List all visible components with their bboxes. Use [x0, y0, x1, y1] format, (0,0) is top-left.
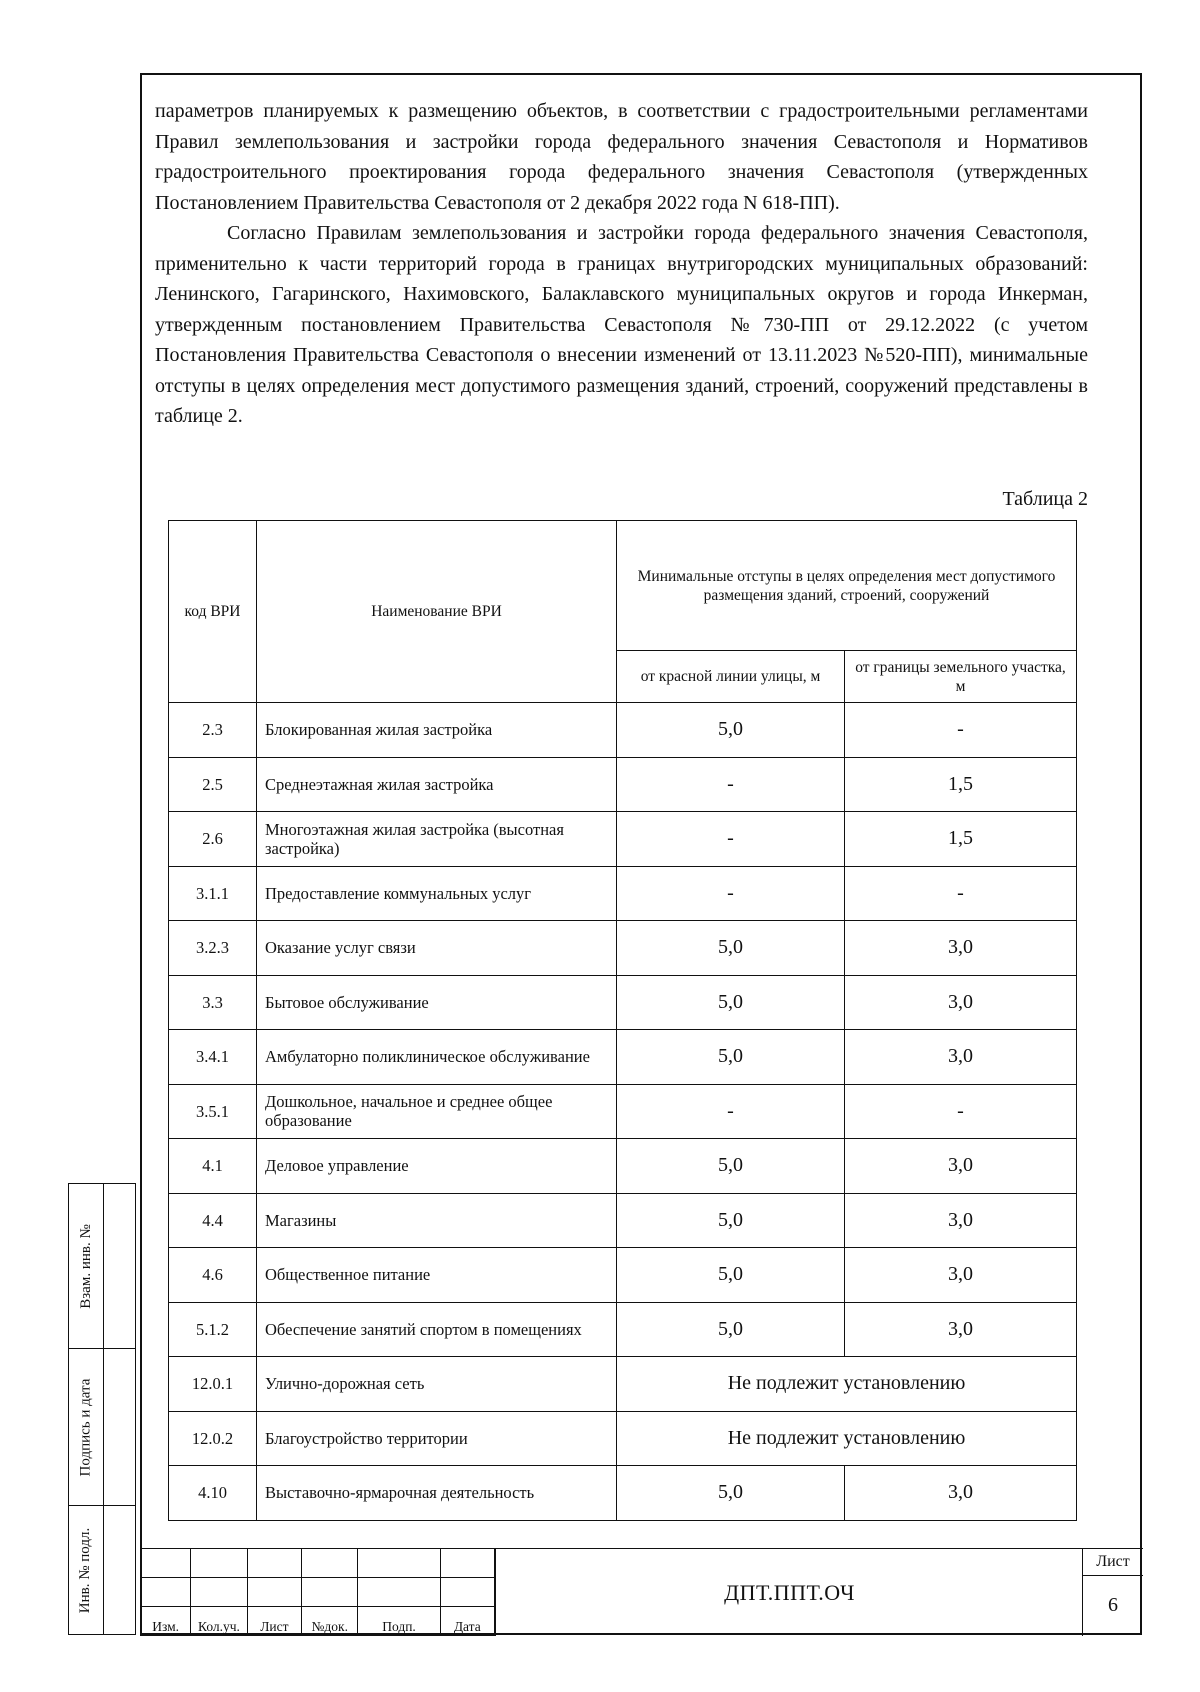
- cell-name: Улично-дорожная сеть: [257, 1357, 617, 1412]
- cell-red-line: 5,0: [617, 975, 845, 1030]
- cell-merged: Не подлежит установлению: [617, 1411, 1077, 1466]
- cell-name: Бытовое обслуживание: [257, 975, 617, 1030]
- cell-code: 2.6: [169, 812, 257, 867]
- cell-name: Благоустройство территории: [257, 1411, 617, 1466]
- table-row: [169, 1193, 1077, 1248]
- table-row: [169, 921, 1077, 976]
- cell-name: Обеспечение занятий спортом в помещениях: [257, 1302, 617, 1357]
- table-row: [169, 703, 1077, 758]
- setbacks-table: [168, 520, 1077, 1521]
- stamp-inv-value: [104, 1506, 136, 1635]
- cell-name: Выставочно-ярмарочная деятельность: [257, 1466, 617, 1521]
- table-header-row: [169, 521, 1077, 651]
- cell-code: 4.6: [169, 1248, 257, 1303]
- header-group: Минимальные отступы в целях определения мест допустимого размещения зданий, строений, сооружений: [617, 521, 1077, 651]
- title-block: [140, 1548, 1142, 1635]
- cell-name: Оказание услуг связи: [257, 921, 617, 976]
- table-caption: Таблица 2: [1002, 488, 1088, 510]
- cell-name: Амбулаторно поликлиническое обслуживание: [257, 1030, 617, 1085]
- table-row: [169, 1466, 1077, 1521]
- cell-name: Многоэтажная жилая застройка (высотная застройка): [257, 812, 617, 867]
- cell-code: 4.10: [169, 1466, 257, 1521]
- cell-code: 3.1.1: [169, 866, 257, 921]
- cell-red-line: 5,0: [617, 703, 845, 758]
- sheet-label: Лист: [1083, 1549, 1143, 1576]
- label-ndok: №док.: [302, 1607, 358, 1636]
- cell-boundary: 1,5: [845, 757, 1077, 812]
- stamp-podpis-value: [104, 1349, 136, 1506]
- cell-red-line: 5,0: [617, 1193, 845, 1248]
- sheet-number: 6: [1108, 1594, 1118, 1616]
- cell-code: 3.5.1: [169, 1084, 257, 1139]
- stamp-podpis-label: Подпись и дата: [77, 1378, 94, 1476]
- table-row: [169, 1302, 1077, 1357]
- cell-code: 2.5: [169, 757, 257, 812]
- cell-code: 2.3: [169, 703, 257, 758]
- cell-red-line: 5,0: [617, 1030, 845, 1085]
- table-row: [169, 1030, 1077, 1085]
- table-body: [169, 703, 1077, 1521]
- cell-boundary: -: [845, 703, 1077, 758]
- cell-boundary: 3,0: [845, 975, 1077, 1030]
- cell-name: Дошкольное, начальное и среднее общее образование: [257, 1084, 617, 1139]
- cell-name: Блокированная жилая застройка: [257, 703, 617, 758]
- table-row: [169, 757, 1077, 812]
- header-code: код ВРИ: [169, 521, 257, 703]
- cell-boundary: 3,0: [845, 1193, 1077, 1248]
- revision-grid: [140, 1548, 495, 1636]
- cell-boundary: 3,0: [845, 921, 1077, 976]
- cell-name: Общественное питание: [257, 1248, 617, 1303]
- cell-code: 3.3: [169, 975, 257, 1030]
- cell-code: 12.0.1: [169, 1357, 257, 1412]
- cell-red-line: 5,0: [617, 1466, 845, 1521]
- cell-boundary: 3,0: [845, 1302, 1077, 1357]
- label-izm: Изм.: [141, 1607, 191, 1636]
- paragraph-1: параметров планируемых к размещению объектов, в соответствии с градостроительными регламентами Правил землепользования и застройки города федерального значения Севастополя и Нормативов градостроительного проектирования города федерального значения Севастополя (утвержденных Постановлением Правительства Севастополя от 2 декабря 2022 года N 618-ПП).: [155, 100, 1088, 214]
- header-red-line: от красной линии улицы, м: [617, 651, 845, 703]
- table-row: [169, 1139, 1077, 1194]
- stamp-inv-cell: [68, 1506, 104, 1635]
- paragraph-2: Согласно Правилам землепользования и застройки города федерального значения Севастополя, применительно к части территорий города в границах внутригородских муниципальных образований: Ленинского, Гагаринского, Нахимовского, Балаклавского муниципальных округов и города Инкерман, утвержденным постановлением Правительства Севастополя №730-ПП от 29.12.2022 (с учетом Постановления Правительства Севастополя о внесении изменений от 13.11.2023 №520-ПП), минимальные отступы в целях определения мест допустимого размещения зданий, строений, сооружений представлены в таблице 2.: [155, 222, 1088, 427]
- header-boundary: от границы земельного участка, м: [845, 651, 1077, 703]
- cell-red-line: 5,0: [617, 921, 845, 976]
- cell-boundary: 3,0: [845, 1466, 1077, 1521]
- stamp-vzam-value: [104, 1183, 136, 1349]
- label-kol-uch: Кол.уч.: [191, 1607, 247, 1636]
- stamp-inv-label: Инв. № подл.: [77, 1527, 94, 1613]
- cell-boundary: 3,0: [845, 1248, 1077, 1303]
- stamp-vzam-label: Взам. инв. №: [77, 1223, 94, 1309]
- cell-code: 12.0.2: [169, 1411, 257, 1466]
- cell-boundary: -: [845, 866, 1077, 921]
- cell-red-line: -: [617, 812, 845, 867]
- cell-merged: Не подлежит установлению: [617, 1357, 1077, 1412]
- cell-red-line: -: [617, 757, 845, 812]
- cell-code: 3.2.3: [169, 921, 257, 976]
- cell-red-line: -: [617, 866, 845, 921]
- table-row: [169, 1411, 1077, 1466]
- document-code: ДПТ.ППТ.ОЧ: [495, 1548, 1083, 1636]
- cell-code: 5.1.2: [169, 1302, 257, 1357]
- table-row: [169, 975, 1077, 1030]
- cell-code: 4.1: [169, 1139, 257, 1194]
- stamp-podpis-cell: [68, 1349, 104, 1506]
- cell-red-line: 5,0: [617, 1302, 845, 1357]
- header-name: Наименование ВРИ: [257, 521, 617, 703]
- sheet-box: [1082, 1548, 1143, 1636]
- table-row: [169, 866, 1077, 921]
- cell-red-line: 5,0: [617, 1248, 845, 1303]
- revision-labels-row: [141, 1607, 495, 1636]
- cell-name: Деловое управление: [257, 1139, 617, 1194]
- stamp-vzam-cell: [68, 1183, 104, 1349]
- cell-boundary: 3,0: [845, 1030, 1077, 1085]
- table-row: [169, 812, 1077, 867]
- cell-boundary: 1,5: [845, 812, 1077, 867]
- body-text: [155, 96, 1088, 432]
- cell-code: 4.4: [169, 1193, 257, 1248]
- cell-red-line: -: [617, 1084, 845, 1139]
- cell-name: Магазины: [257, 1193, 617, 1248]
- cell-name: Среднеэтажная жилая застройка: [257, 757, 617, 812]
- cell-boundary: 3,0: [845, 1139, 1077, 1194]
- cell-code: 3.4.1: [169, 1030, 257, 1085]
- label-list: Лист: [247, 1607, 301, 1636]
- table-row: [169, 1357, 1077, 1412]
- cell-boundary: -: [845, 1084, 1077, 1139]
- label-podp: Подп.: [358, 1607, 440, 1636]
- cell-red-line: 5,0: [617, 1139, 845, 1194]
- table-row: [169, 1084, 1077, 1139]
- label-data: Дата: [440, 1607, 494, 1636]
- cell-name: Предоставление коммунальных услуг: [257, 866, 617, 921]
- table-row: [169, 1248, 1077, 1303]
